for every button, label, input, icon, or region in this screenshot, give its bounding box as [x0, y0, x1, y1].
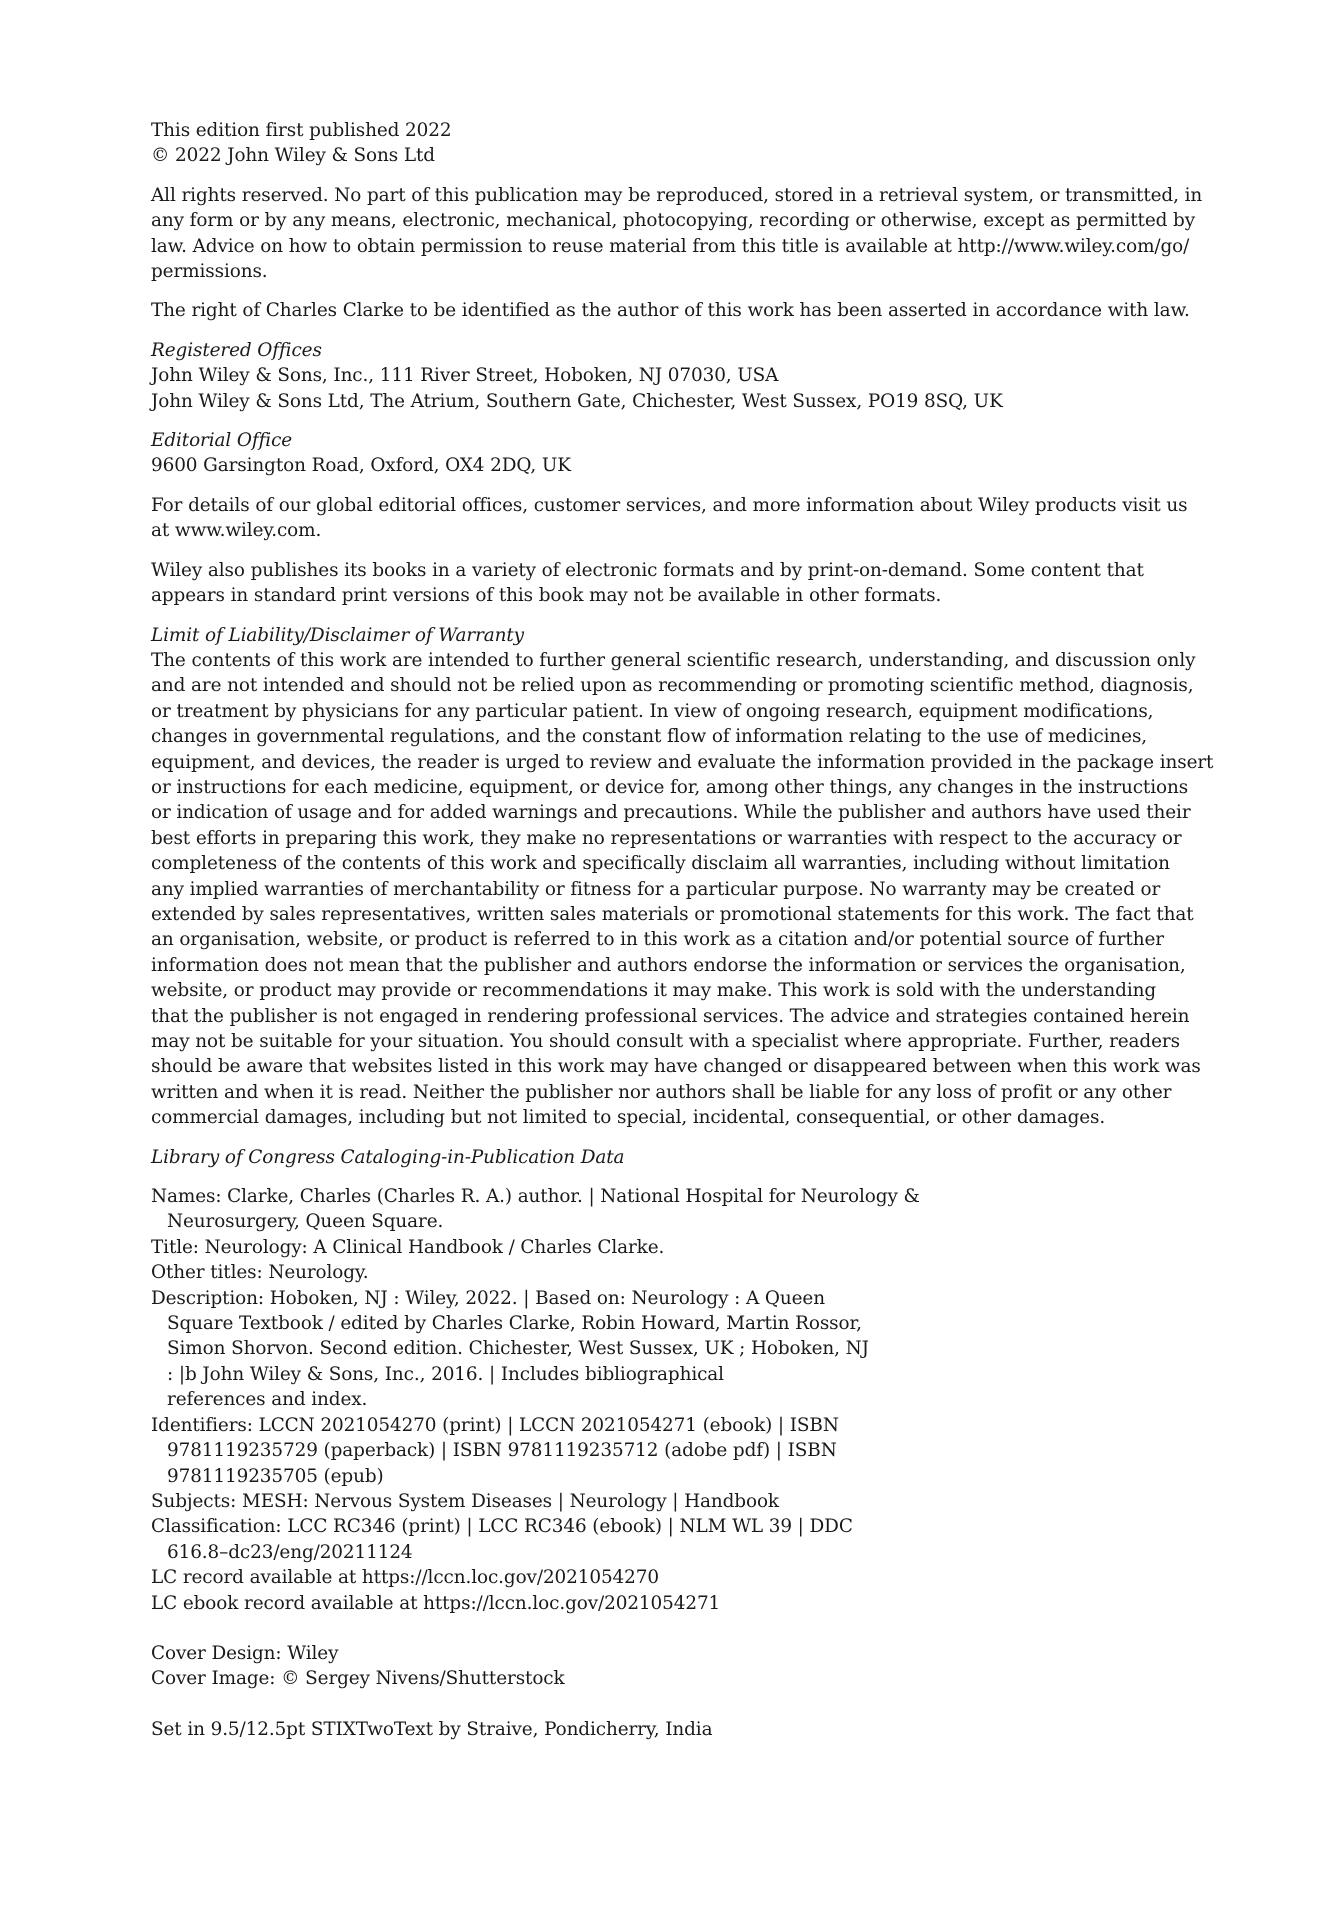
disclaimer-line: extended by sales representatives, written sales materials or promotional statements for this work. The fact that [151, 903, 1194, 925]
cip-line: Other titles: Neurology. [151, 1262, 369, 1284]
cover-design: Cover Design: Wiley [151, 1642, 339, 1664]
rights-line: any form or by any means, electronic, mechanical, photocopying, recording or otherwise, except as permitted by [151, 210, 1196, 232]
disclaimer-line: changes in governmental regulations, and the constant flow of information relating to the use of medicines, [151, 726, 1148, 748]
cip-heading-block [151, 1145, 1171, 1170]
cip-line: LC record available at https://lccn.loc.gov/2021054270 [151, 1567, 659, 1589]
rights-line: law. Advice on how to obtain permission to reuse material from this title is available at http://www.wiley.com/go/ [151, 235, 1190, 257]
cip-line: Description: Hoboken, NJ : Wiley, 2022. | Based on: Neurology : A Queen [151, 1287, 825, 1309]
author-right-paragraph [151, 298, 1190, 323]
cip-line: Classification: LCC RC346 (print) | LCC RC346 (ebook) | NLM WL 39 | DDC [151, 1516, 853, 1538]
cover-image: Cover Image: © Sergey Nivens/Shutterstock [151, 1668, 565, 1690]
cip-line: Square Textbook / edited by Charles Clarke, Robin Howard, Martin Rossor, [167, 1313, 862, 1335]
cip-line: 616.8–dc23/eng/20211124 [167, 1541, 413, 1563]
formats-line: appears in standard print versions of this book may not be available in other formats. [151, 585, 942, 607]
registered-offices-heading: Registered Offices [151, 339, 322, 361]
disclaimer-line: or indication of usage and for added warnings and precautions. While the publisher and authors have used their [151, 802, 1191, 824]
disclaimer-body [151, 648, 1214, 1131]
disclaimer-line: information does not mean that the publisher and authors endorse the information or services the organisation, [151, 954, 1186, 976]
disclaimer-line: or treatment by physicians for any particular patient. In view of ongoing research, equipment modifications, [151, 700, 1154, 722]
disclaimer-line: best efforts in preparing this work, they make no representations or warranties with respect to the accuracy or [151, 827, 1182, 849]
formats-paragraph [151, 558, 1171, 609]
editorial-office [151, 428, 1171, 479]
disclaimer-line: may not be suitable for your situation. You should consult with a specialist where appropriate. Further, readers [151, 1031, 1180, 1052]
cip-line: : |b John Wiley & Sons, Inc., 2016. | Includes bibliographical [167, 1363, 724, 1385]
cip-line: LC ebook record available at https://lccn.loc.gov/2021054271 [151, 1592, 721, 1614]
cip-line: Identifiers: LCCN 2021054270 (print) | LCCN 2021054271 (ebook) | ISBN [151, 1414, 839, 1436]
cip-line: 9781119235705 (epub) [167, 1465, 384, 1487]
disclaimer-line: The contents of this work are intended to further general scientific research, understanding, and discussion only [151, 649, 1196, 671]
rights-paragraph [151, 183, 1203, 285]
cip-data [151, 1184, 1171, 1616]
details-line: For details of our global editorial offices, customer services, and more information about Wiley products visit us [151, 494, 1188, 516]
cip-heading: Library of Congress Cataloging-in-Publication Data [151, 1146, 625, 1168]
cip-line: Simon Shorvon. Second edition. Chichester, West Sussex, UK ; Hoboken, NJ [167, 1338, 869, 1360]
details-line: at www.wiley.com. [151, 520, 322, 542]
disclaimer-line: commercial damages, including but not limited to special, incidental, consequential, or other damages. [151, 1107, 1106, 1129]
office-address: 9600 Garsington Road, Oxford, OX4 2DQ, UK [151, 455, 571, 477]
disclaimer-line: an organisation, website, or product is referred to in this work as a citation and/or potential source of further [151, 929, 1164, 951]
rights-line: All rights reserved. No part of this publication may be reproduced, stored in a retrieval system, or transmitted, in [151, 184, 1203, 206]
edition-line: This edition first published 2022 [151, 120, 452, 141]
copyright-line: © 2022 John Wiley & Sons Ltd [151, 145, 435, 167]
typeset-line: Set in 9.5/12.5pt STIXTwoText by Straive, Pondicherry, India [151, 1718, 713, 1740]
registered-offices [151, 338, 1171, 414]
disclaimer-line: that the publisher is not engaged in rendering professional services. The advice and strategies contained herein [151, 1005, 1190, 1027]
cip-line: references and index. [167, 1389, 368, 1411]
copyright-page [151, 118, 1214, 1742]
office-address: John Wiley & Sons, Inc., 111 River Street, Hoboken, NJ 07030, USA [151, 365, 779, 387]
cip-line: Neurosurgery, Queen Square. [167, 1211, 444, 1233]
disclaimer-line: website, or product may provide or recommendations it may make. This work is sold with the understanding [151, 980, 1157, 1002]
disclaimer-section [151, 623, 1214, 1131]
office-address: John Wiley & Sons Ltd, The Atrium, Southern Gate, Chichester, West Sussex, PO19 8SQ, UK [151, 390, 1003, 412]
editorial-office-heading: Editorial Office [151, 430, 293, 452]
typeset-block [151, 1717, 1171, 1742]
author-right-line: The right of Charles Clarke to be identified as the author of this work has been asserted in accordance with law. [151, 300, 1190, 322]
rights-line: permissions. [151, 261, 268, 283]
details-paragraph [151, 493, 1188, 544]
cip-line: Title: Neurology: A Clinical Handbook / Charles Clarke. [151, 1236, 665, 1258]
edition-block [151, 118, 1171, 169]
disclaimer-line: any implied warranties of merchantability or fitness for a particular purpose. No warranty may be created or [151, 878, 1161, 900]
disclaimer-line: completeness of the contents of this work and specifically disclaim all warranties, including without limitation [151, 853, 1170, 875]
disclaimer-line: equipment, and devices, the reader is urged to review and evaluate the information provided in the package insert [151, 751, 1214, 773]
disclaimer-line: or instructions for each medicine, equipment, or device for, among other things, any changes in the instructions [151, 776, 1189, 798]
cip-line: Names: Clarke, Charles (Charles R. A.) author. | National Hospital for Neurology & [151, 1186, 920, 1208]
formats-line: Wiley also publishes its books in a variety of electronic formats and by print-on-demand. Some content that [151, 559, 1144, 581]
cover-credits [151, 1641, 1171, 1692]
disclaimer-line: should be aware that websites listed in this work may have changed or disappeared between when this work was [151, 1056, 1201, 1078]
disclaimer-line: written and when it is read. Neither the publisher nor authors shall be liable for any loss of profit or any other [151, 1081, 1172, 1103]
disclaimer-heading: Limit of Liability/Disclaimer of Warranty [151, 624, 524, 646]
cip-line: 9781119235729 (paperback) | ISBN 9781119235712 (adobe pdf) | ISBN [167, 1440, 837, 1462]
disclaimer-line: and are not intended and should not be relied upon as recommending or promoting scientific method, diagnosis, [151, 675, 1194, 697]
cip-line: Subjects: MESH: Nervous System Diseases | Neurology | Handbook [151, 1490, 779, 1512]
